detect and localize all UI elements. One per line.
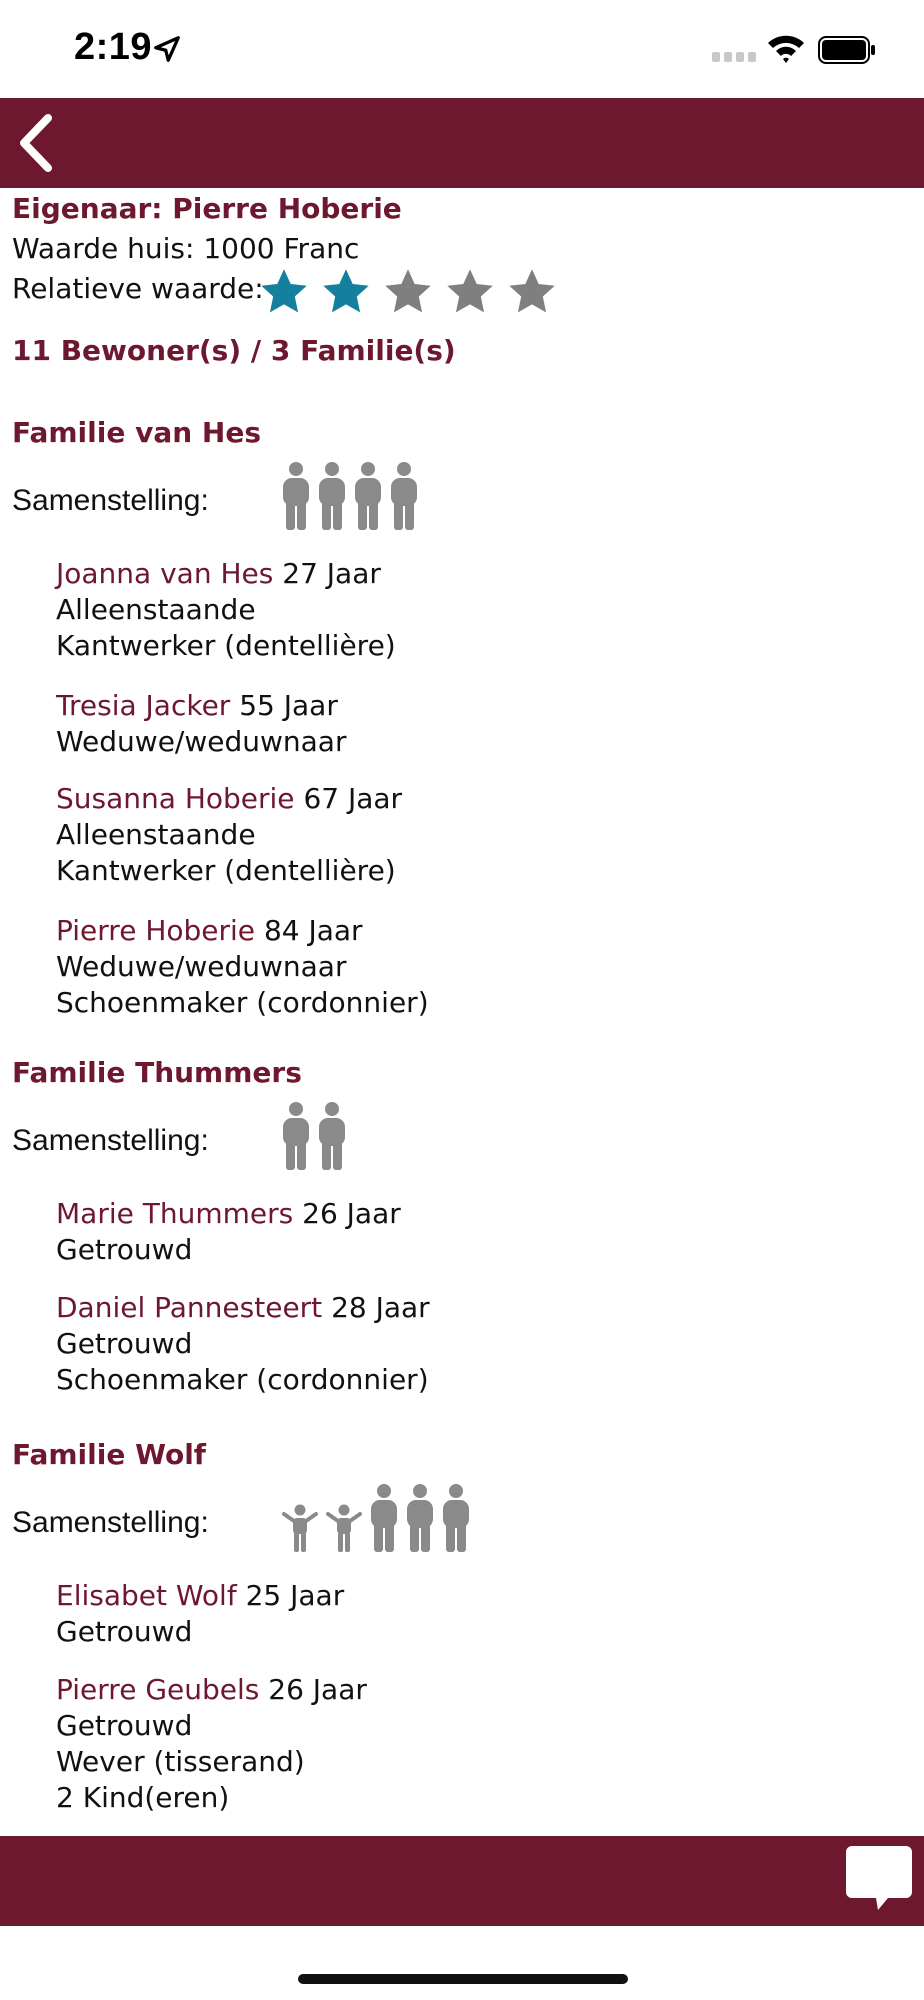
member-header xyxy=(56,1290,430,1326)
member-header xyxy=(56,913,429,949)
residents-summary: 11 Bewoner(s) / 3 Familie(s) xyxy=(12,334,456,367)
cell-signal-icon xyxy=(712,52,756,62)
wifi-icon xyxy=(766,32,806,64)
member-detail: Getrouwd xyxy=(56,1327,193,1360)
house-value-label: Waarde huis: 1000 Franc xyxy=(12,232,360,265)
status-time: 2:19 xyxy=(74,26,153,68)
member-entry xyxy=(56,1196,401,1268)
member-age: 26 Jaar xyxy=(268,1673,367,1706)
adult-figure-icon xyxy=(282,462,310,530)
family-title: Familie van Hes xyxy=(12,416,262,449)
member-name-link[interactable]: Pierre Geubels xyxy=(56,1673,260,1706)
member-header xyxy=(56,1578,344,1614)
member-detail: Weduwe/weduwnaar xyxy=(56,950,347,983)
star-empty-icon xyxy=(444,266,496,318)
member-name-link[interactable]: Pierre Hoberie xyxy=(56,914,256,947)
member-age: 26 Jaar xyxy=(302,1197,401,1230)
member-detail: Getrouwd xyxy=(56,1709,193,1742)
member-entry xyxy=(56,1672,367,1816)
location-arrow-icon xyxy=(152,34,182,64)
member-age: 25 Jaar xyxy=(245,1579,345,1612)
member-age: 84 Jaar xyxy=(263,914,363,947)
star-filled-icon xyxy=(320,266,372,318)
member-detail: Kantwerker (dentellière) xyxy=(56,854,396,887)
member-detail: Schoenmaker (cordonnier) xyxy=(56,1363,429,1396)
member-entry xyxy=(56,688,346,760)
owner-label: Eigenaar: Pierre Hoberie xyxy=(12,192,402,225)
chevron-left-icon xyxy=(10,112,72,174)
adult-figure-icon xyxy=(354,462,382,530)
star-filled-icon xyxy=(258,266,310,318)
status-bar xyxy=(0,0,924,98)
member-header xyxy=(56,1672,367,1708)
child-figure-icon xyxy=(282,1504,318,1552)
star-empty-icon xyxy=(382,266,434,318)
member-detail: Getrouwd xyxy=(56,1233,193,1266)
member-age: 27 Jaar xyxy=(282,557,381,590)
adult-figure-icon xyxy=(406,1484,434,1552)
house-details xyxy=(0,188,924,1836)
member-detail: Weduwe/weduwnaar xyxy=(56,725,347,758)
family-title: Familie Wolf xyxy=(12,1438,206,1471)
battery-icon xyxy=(818,36,876,64)
chat-bubble-icon xyxy=(844,1844,914,1914)
chat-button[interactable] xyxy=(844,1844,914,1914)
member-detail: 2 Kind(eren) xyxy=(56,1781,230,1814)
member-entry xyxy=(56,781,402,889)
member-detail: Alleenstaande xyxy=(56,818,256,851)
composition-figures xyxy=(282,1484,470,1552)
child-figure-icon xyxy=(326,1504,362,1552)
adult-figure-icon xyxy=(370,1484,398,1552)
bottom-bar xyxy=(0,1836,924,1926)
member-entry xyxy=(56,1290,430,1398)
adult-figure-icon xyxy=(442,1484,470,1552)
member-header xyxy=(56,1196,401,1232)
member-detail: Kantwerker (dentellière) xyxy=(56,629,396,662)
member-header xyxy=(56,556,396,592)
member-detail: Wever (tisserand) xyxy=(56,1745,305,1778)
member-entry xyxy=(56,913,429,1021)
home-indicator xyxy=(298,1974,628,1984)
member-name-link[interactable]: Tresia Jacker xyxy=(56,689,231,722)
adult-figure-icon xyxy=(318,462,346,530)
member-name-link[interactable]: Susanna Hoberie xyxy=(56,782,295,815)
relative-value-rating xyxy=(258,266,558,320)
member-detail: Getrouwd xyxy=(56,1615,193,1648)
composition-figures xyxy=(282,1102,346,1170)
member-name-link[interactable]: Daniel Pannesteert xyxy=(56,1291,323,1324)
back-button[interactable] xyxy=(10,112,72,174)
member-name-link[interactable]: Joanna van Hes xyxy=(56,557,274,590)
member-header xyxy=(56,688,346,724)
adult-figure-icon xyxy=(390,462,418,530)
member-entry xyxy=(56,556,396,664)
member-detail: Alleenstaande xyxy=(56,593,256,626)
member-age: 67 Jaar xyxy=(303,782,403,815)
adult-figure-icon xyxy=(318,1102,346,1170)
composition-label: Samenstelling: xyxy=(12,1124,209,1157)
composition-label: Samenstelling: xyxy=(12,1506,209,1539)
family-title: Familie Thummers xyxy=(12,1056,302,1089)
member-detail: Schoenmaker (cordonnier) xyxy=(56,986,429,1019)
member-age: 28 Jaar xyxy=(331,1291,430,1324)
relative-value-label: Relatieve waarde: xyxy=(12,272,264,305)
member-header xyxy=(56,781,402,817)
adult-figure-icon xyxy=(282,1102,310,1170)
member-name-link[interactable]: Marie Thummers xyxy=(56,1197,294,1230)
composition-label: Samenstelling: xyxy=(12,484,209,517)
nav-bar xyxy=(0,98,924,188)
member-name-link[interactable]: Elisabet Wolf xyxy=(56,1579,237,1612)
star-empty-icon xyxy=(506,266,558,318)
member-age: 55 Jaar xyxy=(239,689,338,722)
member-entry xyxy=(56,1578,344,1650)
composition-figures xyxy=(282,462,418,530)
